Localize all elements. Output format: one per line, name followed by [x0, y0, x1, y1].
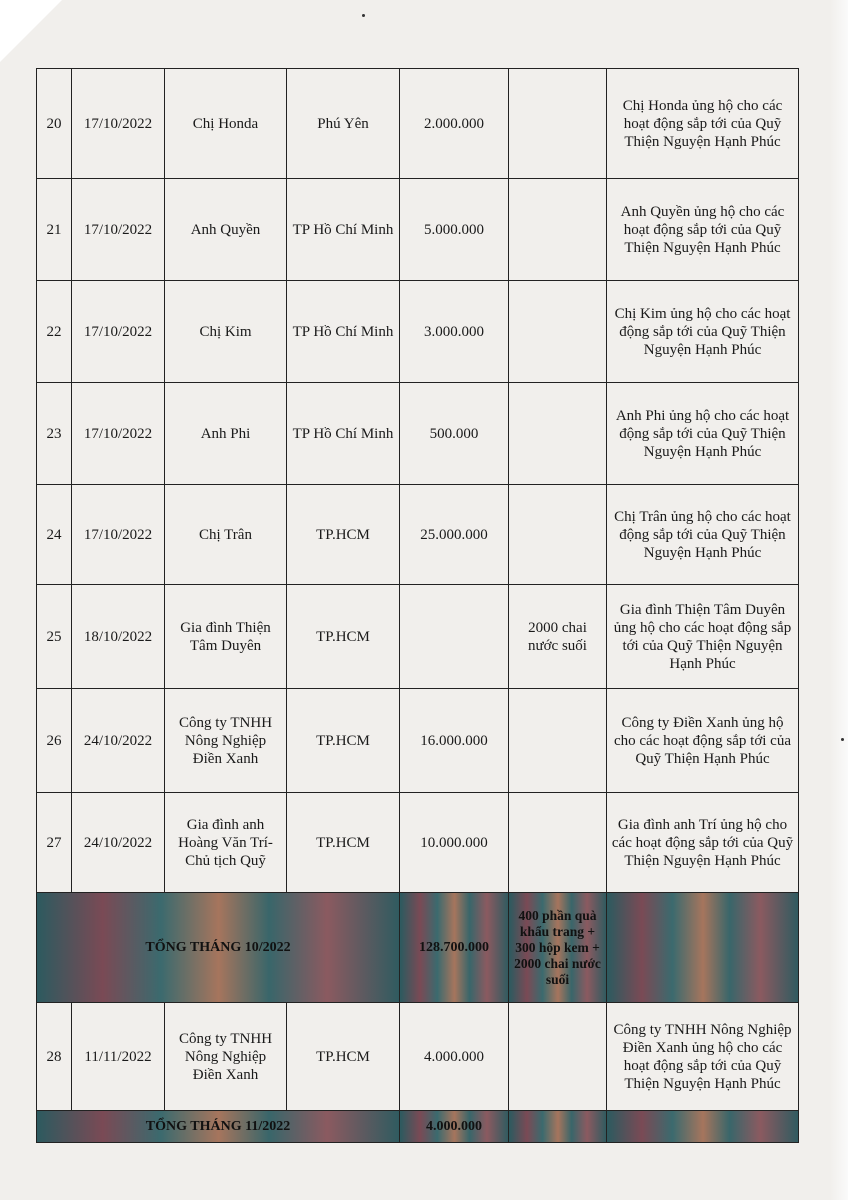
total-goods: 400 phần quà khẩu trang + 300 hộp kem + 2000 chai nước suối [509, 893, 607, 1003]
donation-note: Chị Kim ủng hộ cho các hoạt động sắp tới của Quỹ Thiện Nguyện Hạnh Phúc [607, 281, 799, 383]
donation-date: 17/10/2022 [72, 383, 165, 485]
donation-note: Gia đình Thiện Tâm Duyên ủng hộ cho các hoạt động sắp tới của Quỹ Thiện Nguyện Hạnh Phúc [607, 585, 799, 689]
donation-note: Công ty Điền Xanh ủng hộ cho các hoạt động sắp tới của Quỹ Thiện Hạnh Phúc [607, 689, 799, 793]
donation-date: 24/10/2022 [72, 793, 165, 893]
donation-date: 11/11/2022 [72, 1003, 165, 1111]
donation-note: Anh Phi ủng hộ cho các hoạt động sắp tới của Quỹ Thiện Nguyện Hạnh Phúc [607, 383, 799, 485]
scan-speck [841, 738, 844, 741]
total-row-october [37, 893, 799, 1003]
donor-name: Gia đình Thiện Tâm Duyên [165, 585, 287, 689]
donor-name: Anh Quyền [165, 179, 287, 281]
scan-edge-shadow [830, 0, 848, 1200]
donor-place: TP Hồ Chí Minh [287, 179, 400, 281]
donation-goods [509, 281, 607, 383]
donation-note: Anh Quyền ủng hộ cho các hoạt động sắp tới của Quỹ Thiện Nguyện Hạnh Phúc [607, 179, 799, 281]
donor-place: TP.HCM [287, 485, 400, 585]
donor-place: TP.HCM [287, 585, 400, 689]
donation-amount: 5.000.000 [400, 179, 509, 281]
total-note-empty [607, 1111, 799, 1143]
donation-amount: 4.000.000 [400, 1003, 509, 1111]
donor-name: Chị Kim [165, 281, 287, 383]
donation-date: 17/10/2022 [72, 281, 165, 383]
donation-table-page [36, 68, 798, 1143]
donation-note: Chị Honda ủng hộ cho các hoạt động sắp tới của Quỹ Thiện Nguyện Hạnh Phúc [607, 69, 799, 179]
donation-date: 17/10/2022 [72, 179, 165, 281]
table-row [37, 485, 799, 585]
donation-date: 17/10/2022 [72, 69, 165, 179]
donor-place: TP.HCM [287, 689, 400, 793]
donation-goods [509, 793, 607, 893]
row-number: 22 [37, 281, 72, 383]
donor-name: Công ty TNHH Nông Nghiệp Điền Xanh [165, 1003, 287, 1111]
donation-goods [509, 689, 607, 793]
donation-amount: 16.000.000 [400, 689, 509, 793]
table-row [37, 585, 799, 689]
table-row [37, 793, 799, 893]
row-number: 26 [37, 689, 72, 793]
donation-amount: 500.000 [400, 383, 509, 485]
folded-page-corner [0, 0, 62, 62]
donation-goods [509, 485, 607, 585]
row-number: 25 [37, 585, 72, 689]
donation-amount: 3.000.000 [400, 281, 509, 383]
total-label: TỔNG THÁNG 10/2022 [37, 893, 400, 1003]
row-number: 20 [37, 69, 72, 179]
table-row [37, 689, 799, 793]
donation-amount: 10.000.000 [400, 793, 509, 893]
donor-name: Anh Phi [165, 383, 287, 485]
total-amount: 128.700.000 [400, 893, 509, 1003]
row-number: 21 [37, 179, 72, 281]
total-row-november [37, 1111, 799, 1143]
total-amount: 4.000.000 [400, 1111, 509, 1143]
donor-place: TP Hồ Chí Minh [287, 383, 400, 485]
donation-goods [509, 383, 607, 485]
row-number: 23 [37, 383, 72, 485]
donor-place: Phú Yên [287, 69, 400, 179]
donor-place: TP.HCM [287, 793, 400, 893]
donation-amount [400, 585, 509, 689]
donation-note: Công ty TNHH Nông Nghiệp Điền Xanh ủng hộ cho các hoạt động sắp tới của Quỹ Thiện Nguyện Hạnh Phúc [607, 1003, 799, 1111]
donor-name: Gia đình anh Hoàng Văn Trí- Chủ tịch Quỹ [165, 793, 287, 893]
donor-place: TP.HCM [287, 1003, 400, 1111]
donation-note: Chị Trân ủng hộ cho các hoạt động sắp tới của Quỹ Thiện Nguyện Hạnh Phúc [607, 485, 799, 585]
donation-goods [509, 1003, 607, 1111]
donation-goods [509, 179, 607, 281]
donation-note: Gia đình anh Trí ủng hộ cho các hoạt động sắp tới của Quỹ Thiện Nguyện Hạnh Phúc [607, 793, 799, 893]
table-row [37, 69, 799, 179]
donation-amount: 2.000.000 [400, 69, 509, 179]
row-number: 28 [37, 1003, 72, 1111]
donor-name: Chị Trân [165, 485, 287, 585]
scan-speck [362, 14, 365, 17]
donation-table [36, 68, 799, 1143]
table-row [37, 383, 799, 485]
donation-date: 17/10/2022 [72, 485, 165, 585]
donation-amount: 25.000.000 [400, 485, 509, 585]
table-row [37, 179, 799, 281]
donor-name: Công ty TNHH Nông Nghiệp Điền Xanh [165, 689, 287, 793]
donation-goods [509, 69, 607, 179]
table-row [37, 281, 799, 383]
donation-goods: 2000 chai nước suối [509, 585, 607, 689]
donation-date: 18/10/2022 [72, 585, 165, 689]
total-label: TỔNG THÁNG 11/2022 [37, 1111, 400, 1143]
table-row [37, 1003, 799, 1111]
donor-name: Chị Honda [165, 69, 287, 179]
total-goods [509, 1111, 607, 1143]
donation-date: 24/10/2022 [72, 689, 165, 793]
row-number: 27 [37, 793, 72, 893]
row-number: 24 [37, 485, 72, 585]
total-note-empty [607, 893, 799, 1003]
donor-place: TP Hồ Chí Minh [287, 281, 400, 383]
